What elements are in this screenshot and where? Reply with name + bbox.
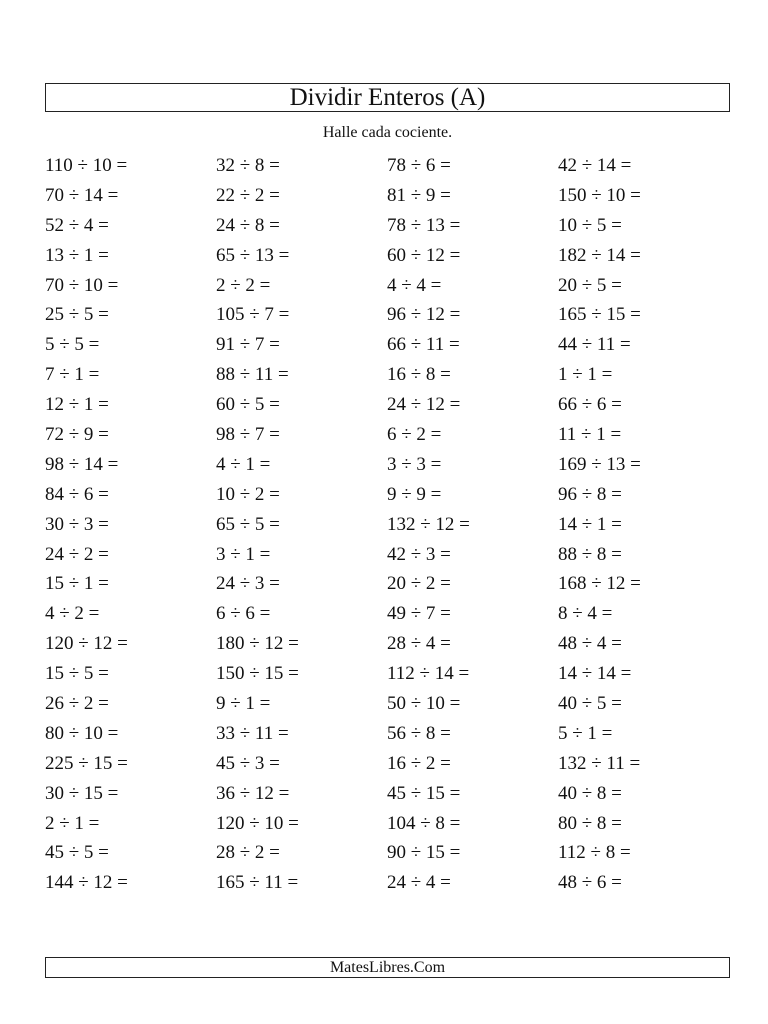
division-problem: 165 ÷ 15 = (558, 304, 641, 326)
worksheet-footer: MatesLibres.Com (45, 957, 730, 978)
division-problem: 180 ÷ 12 = (216, 633, 299, 655)
division-problem: 8 ÷ 4 = (558, 603, 613, 625)
division-problem: 10 ÷ 5 = (558, 214, 622, 236)
division-problem: 132 ÷ 12 = (387, 513, 470, 535)
division-problem: 96 ÷ 12 = (387, 304, 461, 326)
division-problem: 88 ÷ 11 = (216, 364, 289, 386)
division-problem: 105 ÷ 7 = (216, 304, 290, 326)
division-problem: 15 ÷ 5 = (45, 663, 109, 685)
division-problem: 6 ÷ 2 = (387, 424, 442, 446)
division-problem: 112 ÷ 14 = (387, 663, 470, 685)
division-problem: 84 ÷ 6 = (45, 483, 109, 505)
division-problem: 25 ÷ 5 = (45, 304, 109, 326)
division-problem: 4 ÷ 1 = (216, 453, 271, 475)
division-problem: 72 ÷ 9 = (45, 424, 109, 446)
division-problem: 9 ÷ 1 = (216, 693, 271, 715)
division-problem: 90 ÷ 15 = (387, 842, 461, 864)
division-problem: 78 ÷ 6 = (387, 155, 451, 176)
division-problem: 48 ÷ 4 = (558, 633, 622, 655)
division-problem: 2 ÷ 2 = (216, 274, 271, 296)
division-problem: 15 ÷ 1 = (45, 573, 109, 595)
division-problem: 42 ÷ 3 = (387, 543, 451, 565)
division-problem: 3 ÷ 3 = (387, 453, 442, 475)
division-problem: 1 ÷ 1 = (558, 364, 613, 386)
division-problem: 20 ÷ 5 = (558, 274, 622, 296)
division-problem: 66 ÷ 11 = (387, 334, 460, 356)
division-problem: 225 ÷ 15 = (45, 752, 128, 774)
division-problem: 4 ÷ 4 = (387, 274, 442, 296)
division-problem: 66 ÷ 6 = (558, 394, 622, 416)
division-problem: 50 ÷ 10 = (387, 693, 461, 715)
division-problem: 4 ÷ 2 = (45, 603, 100, 625)
division-problem: 11 ÷ 1 = (558, 424, 622, 446)
division-problem: 3 ÷ 1 = (216, 543, 271, 565)
division-problem: 10 ÷ 2 = (216, 483, 280, 505)
division-problem: 7 ÷ 1 = (45, 364, 100, 386)
division-problem: 98 ÷ 7 = (216, 424, 280, 446)
division-problem: 6 ÷ 6 = (216, 603, 271, 625)
division-problem: 80 ÷ 8 = (558, 812, 622, 834)
division-problem: 88 ÷ 8 = (558, 543, 622, 565)
division-problem: 33 ÷ 11 = (216, 722, 289, 744)
division-problem: 40 ÷ 5 = (558, 693, 622, 715)
division-problem: 70 ÷ 10 = (45, 274, 119, 296)
division-problem: 150 ÷ 10 = (558, 184, 641, 206)
division-problem: 96 ÷ 8 = (558, 483, 622, 505)
division-problem: 65 ÷ 5 = (216, 513, 280, 535)
worksheet-instructions: Halle cada cociente. (322, 124, 453, 141)
division-problem: 132 ÷ 11 = (558, 752, 641, 774)
division-problem: 20 ÷ 2 = (387, 573, 451, 595)
division-problem: 91 ÷ 7 = (216, 334, 280, 356)
division-problem: 78 ÷ 13 = (387, 214, 461, 236)
division-problem: 45 ÷ 3 = (216, 752, 280, 774)
division-problem: 24 ÷ 3 = (216, 573, 280, 595)
division-problem: 60 ÷ 5 = (216, 394, 280, 416)
division-problem: 165 ÷ 11 = (216, 872, 299, 894)
division-problem: 13 ÷ 1 = (45, 244, 109, 266)
division-problem: 24 ÷ 12 = (387, 394, 461, 416)
division-problem: 56 ÷ 8 = (387, 722, 451, 744)
division-problem: 60 ÷ 12 = (387, 244, 461, 266)
division-problem: 14 ÷ 1 = (558, 513, 622, 535)
division-problem: 24 ÷ 2 = (45, 543, 109, 565)
division-problem: 45 ÷ 15 = (387, 782, 461, 804)
division-problem: 14 ÷ 14 = (558, 663, 632, 685)
division-problem: 65 ÷ 13 = (216, 244, 290, 266)
division-problem: 30 ÷ 3 = (45, 513, 109, 535)
division-problem: 52 ÷ 4 = (45, 214, 109, 236)
division-problem: 168 ÷ 12 = (558, 573, 641, 595)
division-problem: 16 ÷ 2 = (387, 752, 451, 774)
division-problem: 169 ÷ 13 = (558, 453, 641, 475)
division-problem: 48 ÷ 6 = (558, 872, 622, 894)
division-problem: 150 ÷ 15 = (216, 663, 299, 685)
division-problem: 40 ÷ 8 = (558, 782, 622, 804)
division-problem: 24 ÷ 8 = (216, 214, 280, 236)
division-problem: 32 ÷ 8 = (216, 155, 280, 176)
division-problem: 110 ÷ 10 = (45, 155, 128, 176)
division-problem: 120 ÷ 12 = (45, 633, 128, 655)
division-problem: 5 ÷ 1 = (558, 722, 613, 744)
division-problem: 44 ÷ 11 = (558, 334, 631, 356)
division-problem: 182 ÷ 14 = (558, 244, 641, 266)
division-problem: 28 ÷ 4 = (387, 633, 451, 655)
division-problem: 144 ÷ 12 = (45, 872, 128, 894)
division-problem: 2 ÷ 1 = (45, 812, 100, 834)
worksheet-title: Dividir Enteros (A) (45, 83, 730, 112)
division-problem: 42 ÷ 14 = (558, 155, 632, 176)
division-problem: 45 ÷ 5 = (45, 842, 109, 864)
division-problem: 30 ÷ 15 = (45, 782, 119, 804)
division-problem: 112 ÷ 8 = (558, 842, 631, 864)
division-problem: 49 ÷ 7 = (387, 603, 451, 625)
division-problem: 104 ÷ 8 = (387, 812, 461, 834)
division-problem: 36 ÷ 12 = (216, 782, 290, 804)
division-problem: 16 ÷ 8 = (387, 364, 451, 386)
division-problem: 12 ÷ 1 = (45, 394, 109, 416)
problem-grid (45, 151, 730, 898)
division-problem: 120 ÷ 10 = (216, 812, 299, 834)
division-problem: 81 ÷ 9 = (387, 184, 451, 206)
division-problem: 24 ÷ 4 = (387, 872, 451, 894)
division-problem: 22 ÷ 2 = (216, 184, 280, 206)
division-problem: 98 ÷ 14 = (45, 453, 119, 475)
division-problem: 26 ÷ 2 = (45, 693, 109, 715)
division-problem: 5 ÷ 5 = (45, 334, 100, 356)
division-problem: 70 ÷ 14 = (45, 184, 119, 206)
division-problem: 28 ÷ 2 = (216, 842, 280, 864)
division-problem: 9 ÷ 9 = (387, 483, 442, 505)
division-problem: 80 ÷ 10 = (45, 722, 119, 744)
